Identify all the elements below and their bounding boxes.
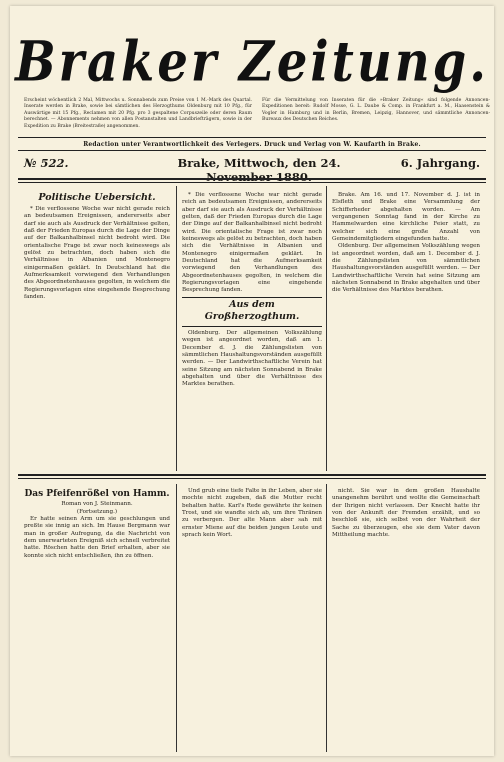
issue-header	[24, 156, 480, 184]
column-divider	[326, 186, 327, 471]
oldenburg-heading-box	[182, 297, 322, 327]
feuilleton-title: Das Pfeifenrößel von Hamm.	[24, 489, 170, 499]
politics-heading: Politische Uebersicht.	[38, 192, 156, 203]
feuilleton-middle-column	[182, 488, 322, 750]
column-divider	[176, 186, 177, 471]
feuilleton-author: Roman von J. Steinmann.	[61, 501, 133, 507]
issue-number: № 522.	[24, 156, 69, 170]
column-divider	[326, 484, 327, 752]
local-news-text: Brake. Am 16. und 17. November d. J. ist in Elsfleth und Brake eine Versammlung der Schiffsrheder abgehalten worden. — Am vergangenen Sonntag fand in der Kirche zu Hammelwarden eine kirchliche Feier statt, zu welcher sich eine große Anzahl von Gemeindemitgliedern eingefunden hatte.	[332, 192, 480, 243]
feuilleton-rule-thin	[18, 478, 486, 479]
rule-top	[18, 137, 486, 138]
masthead-title: Braker Zeitung.	[15, 29, 489, 95]
politics-text: * Die verflossene Woche war nicht gerade reich an bedeutsamen Ereignissen, andererseits aber darf sie auch als Ausdruck der Verhältnisse gelten, daß der Frieden Europas durch die Lage der Dinge auf der Balkanhalbinsel nicht bedroht wird. Die orientalische Frage ist zwar noch keineswegs als gelöst zu betrachten, doch haben sich die Verhältnisse in Albanien und Montenegro einigermaßen geklärt. In Deutschland hat die Aufmerksamkeit vorwiegend den Verhandlungen des Abgeordnetenhauses gegolten, in welchem die Regierungsvorlagen eine eingehende Besprechung fanden.	[24, 206, 170, 301]
feuilleton-text: Er hatte seinen Arm um sie geschlungen und preßte sie innig an sich. Im Hause Bergmann war man in großer Aufregung, da die Nachricht von dem unerwarteten Ereigniß sich schnell verbreitet hatte. Röschen hatte den Brief erhalten, aber sie konnte sich nicht entschließen, ihn zu öffnen.	[24, 516, 170, 559]
oldenburg-text: Oldenburg. Der allgemeinen Volkszählung wegen ist angeordnet worden, daß am 1. December d. J. die Zählungslisten von sämmtlichen Haushaltungsvorständen ausgefüllt werden. — Der Landwirthschaftliche Verein hat seine Sitzung am nächsten Sonnabend in Brake abgehalten und über die Verhältnisse des Marktes berathen.	[182, 329, 322, 388]
newspaper-page	[10, 6, 494, 756]
issue-date: Brake, Mittwoch, den 24. November 1880.	[177, 156, 341, 184]
feuilleton-column	[24, 488, 170, 750]
local-news-text-continued: Oldenburg. Der allgemeinen Volkszählung wegen ist angeordnet worden, daß am 1. December d. J. die Zählungslisten von sämmtlichen Haushaltungsvorständen ausgefüllt werden. — Der Landwirthschaftliche Verein hat seine Sitzung am nächsten Sonnabend in Brake abgehalten und über die Verhältnisse des Marktes berathen.	[332, 243, 480, 294]
middle-column	[182, 192, 322, 466]
advertising-notice: Für die Vermittelung von Inseraten für die »Braker Zeitung« sind folgende Annoncen-Expeditionen bereit: Rudolf Mosse, G. L. Daube & Comp. in Frankfurt a. M., Haasenstein & Vogler in Hamburg und in Berlin, Bremen, Leipzig, Hannover, und sämmtliche Annoncen-Bureaux des Deutschen Reiches.	[262, 98, 490, 123]
feuilleton-right-text: nicht. Sie war in dem großen Haushalte unangenehm berührt und wollte die Gemeinschaft der Ihrigen nicht verlassen. Der Knecht hatte ihr von der Ankunft der Fremden erzählt, und so beschloß sie, sich selbst von der Wahrheit der Sache zu überzeugen, ehe sie dem Vater davon Mittheilung machte.	[332, 488, 480, 539]
redaction-line: Redaction unter Verantwortlichkeit des Verlegers. Druck und Verlag von W. Kaufarth in Brake.	[83, 141, 421, 148]
feuilleton-right-column	[332, 488, 480, 750]
feuilleton-continued: (Fortsetzung.)	[76, 509, 118, 515]
rule-mid	[18, 150, 486, 151]
local-news-column	[332, 192, 480, 466]
column-divider	[176, 484, 177, 752]
feuilleton-middle-text: Und grub eine tiefe Falte in ihr Leben, aber sie mochte nicht zugeben, daß die Mutter recht behalten hatte. Karl's Rede gewährte ihr keinen Trost, und sie wandte sich ab, um ihre Thränen zu verbergen. Der alte Mann aber sah mit ernster Miene auf die beiden jungen Leute und sprach kein Wort.	[182, 488, 322, 539]
politics-column	[24, 192, 170, 466]
feuilleton-rule	[18, 474, 486, 476]
middle-column-text: * Die verflossene Woche war nicht gerade reich an bedeutsamen Ereignissen, andererseits aber darf sie auch als Ausdruck der Verhältnisse gelten, daß der Frieden Europas durch die Lage der Dinge auf der Balkanhalbinsel nicht bedroht wird. Die orientalische Frage ist zwar noch keineswegs als gelöst zu betrachten, doch haben sich die Verhältnisse in Albanien und Montenegro einigermaßen geklärt. In Deutschland hat die Aufmerksamkeit vorwiegend den Verhandlungen des Abgeordnetenhauses gegolten, in welchem die Regierungsvorlagen eine eingehende Besprechung fanden.	[182, 192, 322, 294]
oldenburg-heading: Aus dem Großherzogthum.	[204, 298, 300, 322]
rule-under-date	[18, 178, 486, 180]
subscription-notice: Erscheint wöchentlich 2 Mal, Mittwochs u. Sonnabends zum Preise von 1 M.-Mark des Quartal. Inserate werden in Brake, sowie bei sämtlichen des Herzogthums Oldenburg mit 10 Pfg., für Auswärtige mit 15 Pfg., Reclamen mit 20 Pfg. pro 3 gespaltene Corpuszeile oder deren Raum berechnet. — Abonnements nehmen von allen Postanstalten und Landbriefträgern, sowie in der Expedition zu Brake (Breitestraße) angenommen.	[24, 98, 252, 129]
rule-under-date-thin	[18, 182, 486, 183]
issue-year: 6. Jahrgang.	[400, 156, 480, 170]
